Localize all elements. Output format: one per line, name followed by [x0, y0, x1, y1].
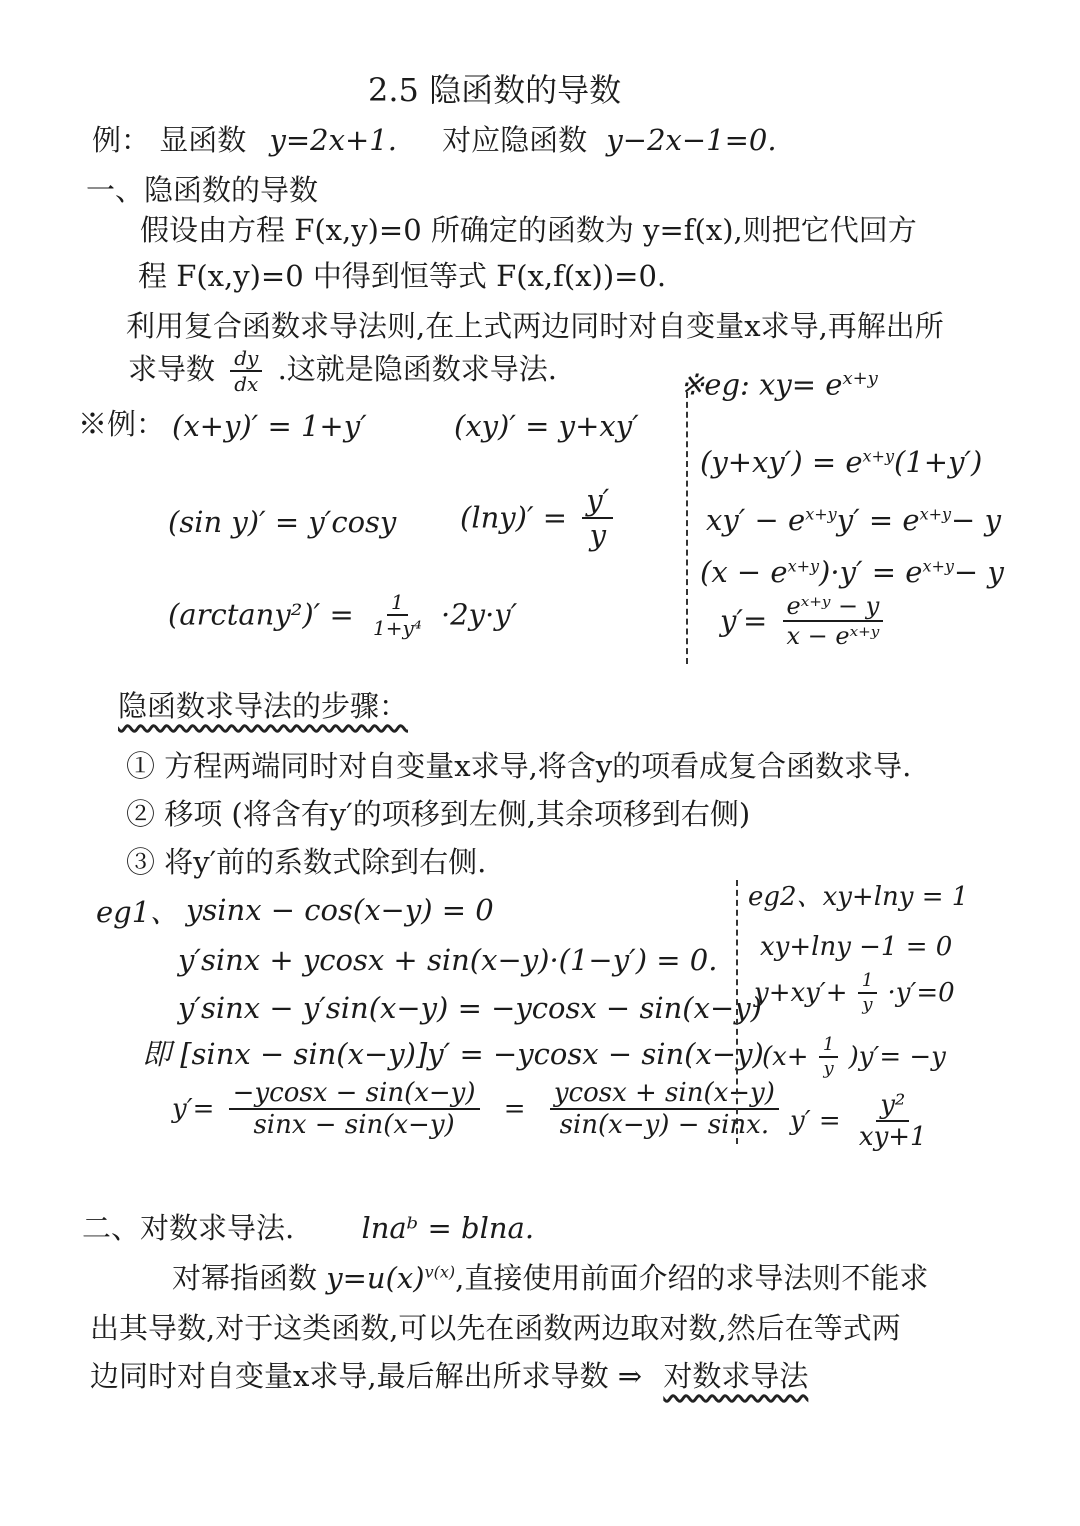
side-eg-head-sup: x+y — [842, 368, 878, 389]
arctan-left: (arctany²)′ = — [168, 597, 354, 632]
page-title: 2.5 隐函数的导数 — [368, 71, 622, 109]
eg1-l4-prefix: 即 — [142, 1037, 172, 1071]
example-sum: (x+y)′ = 1+y′ — [172, 409, 367, 443]
para2-text-b: .这就是隐函数求导法. — [277, 352, 557, 386]
step-3: ③ 将y′前的系数式除到右侧. — [126, 845, 487, 879]
eg2-l3-b: )y′= −y — [848, 1042, 946, 1072]
eg1-line2: y′sinx + ycosx + sin(x−y)·(1−y′) = 0. — [178, 943, 718, 977]
section2-l3-a: 边同时对自变量x求导,最后解出所求导数 ⇒ — [90, 1359, 643, 1393]
section2-l1-sup: v(x) — [424, 1262, 456, 1282]
side-eg-line3 — [700, 555, 1004, 589]
side-l4-left: y′= — [720, 603, 768, 638]
side-eg-line1 — [700, 445, 983, 479]
steps-heading: 隐函数求导法的步骤： — [118, 689, 409, 723]
eg1-fraction-2 — [550, 1080, 779, 1138]
eg1-line1: ysinx − cos(x−y) = 0 — [186, 893, 494, 927]
para2-text-a: 求导数 — [128, 352, 216, 386]
eg2-line4 — [790, 1092, 937, 1150]
side-divider-1 — [686, 392, 688, 664]
eg2-l4-denominator: xy+1 — [858, 1122, 927, 1152]
side-l2-sup2: x+y — [919, 504, 952, 524]
arctan-fraction — [369, 592, 426, 638]
eg2-l4-fraction — [855, 1092, 931, 1150]
section2-line2: 出其导数,对于这类函数,可以先在函数两边取对数,然后在等式两 — [90, 1311, 901, 1345]
eg1-line4 — [142, 1037, 764, 1071]
arctan-right: ·2y·y′ — [441, 597, 518, 632]
example-ln — [460, 483, 619, 552]
log-derivative-method-term: 对数求导法 — [663, 1359, 809, 1393]
section1-para1-line2: 程 F(x,y)=0 中得到恒等式 F(x,f(x))=0. — [138, 259, 667, 293]
side-l2-a: xy′ − e — [706, 503, 806, 537]
ln-numerator: y′ — [582, 486, 613, 519]
side-l3-b: )·y′ = e — [819, 555, 923, 589]
step-2: ② 移项 (将含有y′的项移到左侧,其余项移到右侧) — [126, 797, 751, 831]
eg1-f2-denominator: sin(x−y) − sinx. — [559, 1110, 770, 1140]
examples-label: ※例： — [78, 407, 166, 441]
side-l3-sup1: x+y — [787, 556, 820, 576]
arctan-numerator: 1 — [387, 592, 408, 616]
section2-heading — [82, 1211, 535, 1245]
section1-para1-line1: 假设由方程 F(x,y)=0 所确定的函数为 y=f(x),则把它代回方 — [140, 213, 917, 247]
side-l2-c: − y — [951, 503, 1001, 537]
side-l1-sup: x+y — [862, 446, 894, 466]
eg2-l3-a: (x+ — [762, 1042, 809, 1072]
arctan-denominator: 1+y⁴ — [372, 616, 422, 640]
dy-dx-fraction — [230, 348, 262, 394]
eg2-l2-a: y+xy′+ — [754, 978, 848, 1008]
side-eg-head-text: ※eg: xy= e — [680, 367, 843, 402]
example-product: (xy)′ = y+xy′ — [454, 409, 639, 443]
eg1-l4-eq: [sinx − sin(x−y)]y′ = −ycosx − sin(x−y) — [180, 1037, 764, 1071]
eg2-l2-fraction — [858, 972, 877, 1014]
eg1-equals: = — [503, 1094, 526, 1124]
side-eg-head — [680, 367, 878, 402]
intro-example-line — [92, 123, 777, 157]
section1-heading: 一、隐函数的导数 — [86, 173, 319, 207]
eg1-f1-denominator: sinx − sin(x−y) — [253, 1110, 455, 1140]
eg1-f2-numerator: ycosx + sin(x−y) — [550, 1080, 779, 1110]
eg2-l2-b: ·y′=0 — [887, 978, 955, 1008]
eg2-l2-denominator: y — [862, 994, 873, 1015]
section1-para2-line1: 利用复合函数求导法则,在上式两边同时对自变量x求导,再解出所 — [126, 309, 944, 343]
example-sin: (sin y)′ = y′cosy — [168, 505, 397, 539]
ln-fraction — [582, 483, 613, 552]
ln-left: (lny)′ = — [460, 500, 568, 535]
section2-l1-a: 对幂指函数 — [172, 1261, 318, 1295]
section2-heading-text: 二、对数求导法. — [82, 1211, 295, 1245]
eg2-l3-fraction — [819, 1036, 838, 1078]
explicit-label: 显函数 — [159, 123, 247, 157]
log-power-formula: lnaᵇ = blna. — [361, 1211, 535, 1245]
section2-line3 — [90, 1359, 809, 1393]
side-l4-numerator: eˣ⁺ʸ − y — [783, 594, 884, 622]
implicit-equation: y−2x−1=0. — [606, 123, 777, 157]
eg1-l5-left: y′= — [172, 1094, 215, 1124]
example-label: 例： — [92, 123, 151, 157]
eg1-line3: y′sinx − y′sin(x−y) = −ycosx − sin(x−y) — [178, 991, 762, 1025]
side-l3-c: − y — [953, 555, 1004, 589]
eg1-line5 — [172, 1080, 785, 1138]
side-l1-tail: (1+y′) — [894, 445, 983, 479]
side-divider-2 — [736, 880, 738, 1144]
side-l4-fraction — [783, 594, 884, 648]
eg2-line3 — [762, 1036, 946, 1078]
dx-denominator: dx — [234, 372, 259, 396]
ln-denominator: y — [589, 518, 606, 552]
side-eg-line4 — [720, 594, 889, 648]
side-l4-denominator: x − eˣ⁺ʸ — [786, 622, 880, 650]
implicit-label: 对应隐函数 — [442, 123, 588, 157]
side-eg-line2 — [706, 503, 1001, 537]
section2-l1-b: y=u(x) — [326, 1261, 425, 1295]
side-l3-sup2: x+y — [922, 556, 954, 576]
eg1-f1-numerator: −ycosx − sin(x−y) — [229, 1080, 480, 1110]
eg2-l3-denominator: y — [823, 1058, 834, 1079]
side-l1-a: (y+xy′) = e — [700, 445, 863, 479]
side-l2-sup1: x+y — [805, 504, 837, 524]
eg2-line1: xy+lny −1 = 0 — [760, 932, 953, 962]
eg2-line2 — [754, 972, 955, 1014]
eg2-l4-left: y′ = — [790, 1106, 841, 1136]
eg2-l2-numerator: 1 — [858, 972, 877, 994]
side-l3-a: (x − e — [700, 555, 788, 589]
explicit-equation: y=2x+1. — [269, 123, 397, 157]
example-arctan — [168, 592, 517, 638]
section2-line1 — [172, 1261, 929, 1295]
side-l2-b: y′ = e — [836, 503, 920, 537]
eg1-label: eg1、 — [96, 895, 180, 929]
section2-l1-c: ,直接使用前面介绍的求导法则不能求 — [455, 1261, 929, 1295]
section1-para2-line2 — [128, 348, 557, 394]
eg2-l3-numerator: 1 — [819, 1036, 838, 1058]
step-1: ① 方程两端同时对自变量x求导,将含y的项看成复合函数求导. — [126, 749, 912, 783]
eg2-label: eg2、xy+lny = 1 — [748, 882, 969, 912]
eg2-l4-numerator: y² — [876, 1092, 909, 1122]
dy-numerator: dy — [230, 348, 262, 372]
eg1-fraction-1 — [229, 1080, 480, 1138]
